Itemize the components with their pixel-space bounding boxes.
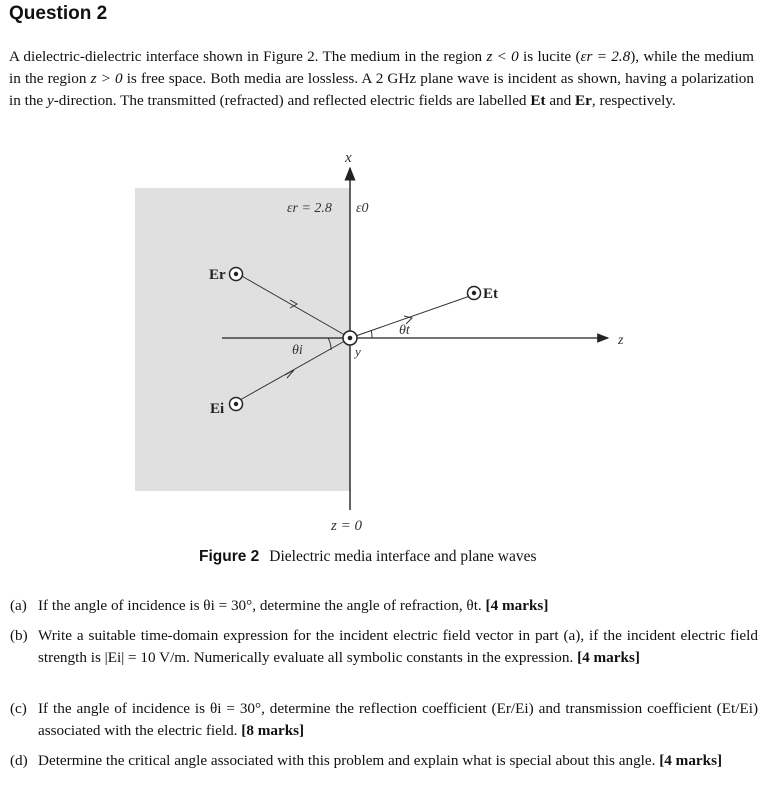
free-space-label: ε0 <box>356 201 369 216</box>
question-d: (d) Determine the critical angle associated with this problem and explain what is special about this angle. [4 marks] <box>10 752 723 769</box>
z-axis-label: z <box>618 333 624 348</box>
incident-field-label: Ei <box>210 401 225 417</box>
figure-2-diagram <box>0 140 772 535</box>
question-c: (c) If the angle of incidence is θi = 30°, determine the reflection coefficient (Er/Ei) and transmission coefficient (Et/Ei) associated with the electric field. [8 marks] <box>10 700 758 739</box>
theta-i-label: θi <box>292 343 303 358</box>
reflected-field-label: Er <box>209 267 226 283</box>
y-label: y <box>355 344 361 359</box>
medium-label: εr = 2.8 <box>287 201 332 216</box>
x-axis-label: x <box>345 150 352 166</box>
lucite-region <box>135 188 350 491</box>
question-heading: Question 2 <box>9 3 108 24</box>
ei-dot <box>234 402 238 406</box>
theta-t-arc <box>371 330 372 338</box>
question-a: (a) If the angle of incidence is θi = 30°, determine the angle of refraction, θt. [4 marks] <box>10 597 549 614</box>
transmitted-field-label: Et <box>483 286 498 302</box>
origin-y-dot <box>348 336 353 341</box>
theta-t-label: θt <box>399 323 410 338</box>
et-dot <box>472 291 476 295</box>
er-dot <box>234 272 238 276</box>
question-b: (b) Write a suitable time-domain expression for the incident electric field vector in part (a), if the incident electric field strength is |Ei| = 10 V/m. Numerically evaluate all symbolic constants in the expression. [4 marks] <box>10 627 758 666</box>
figure-caption: Figure 2 Dielectric media interface and plane waves <box>199 548 537 565</box>
interface-label: z = 0 <box>331 518 362 534</box>
intro-paragraph: A dielectric-dielectric interface shown in Figure 2. The medium in the region z < 0 is lucite (εr = 2.8), while the medium in the region z > 0 is free space. Both media are lossless. A 2 GHz plane wave is incident as shown, having a polarization in the y-direction. The transmitted (refracted) and reflected electric fields are labelled Et and Er, respectively. <box>9 48 754 109</box>
